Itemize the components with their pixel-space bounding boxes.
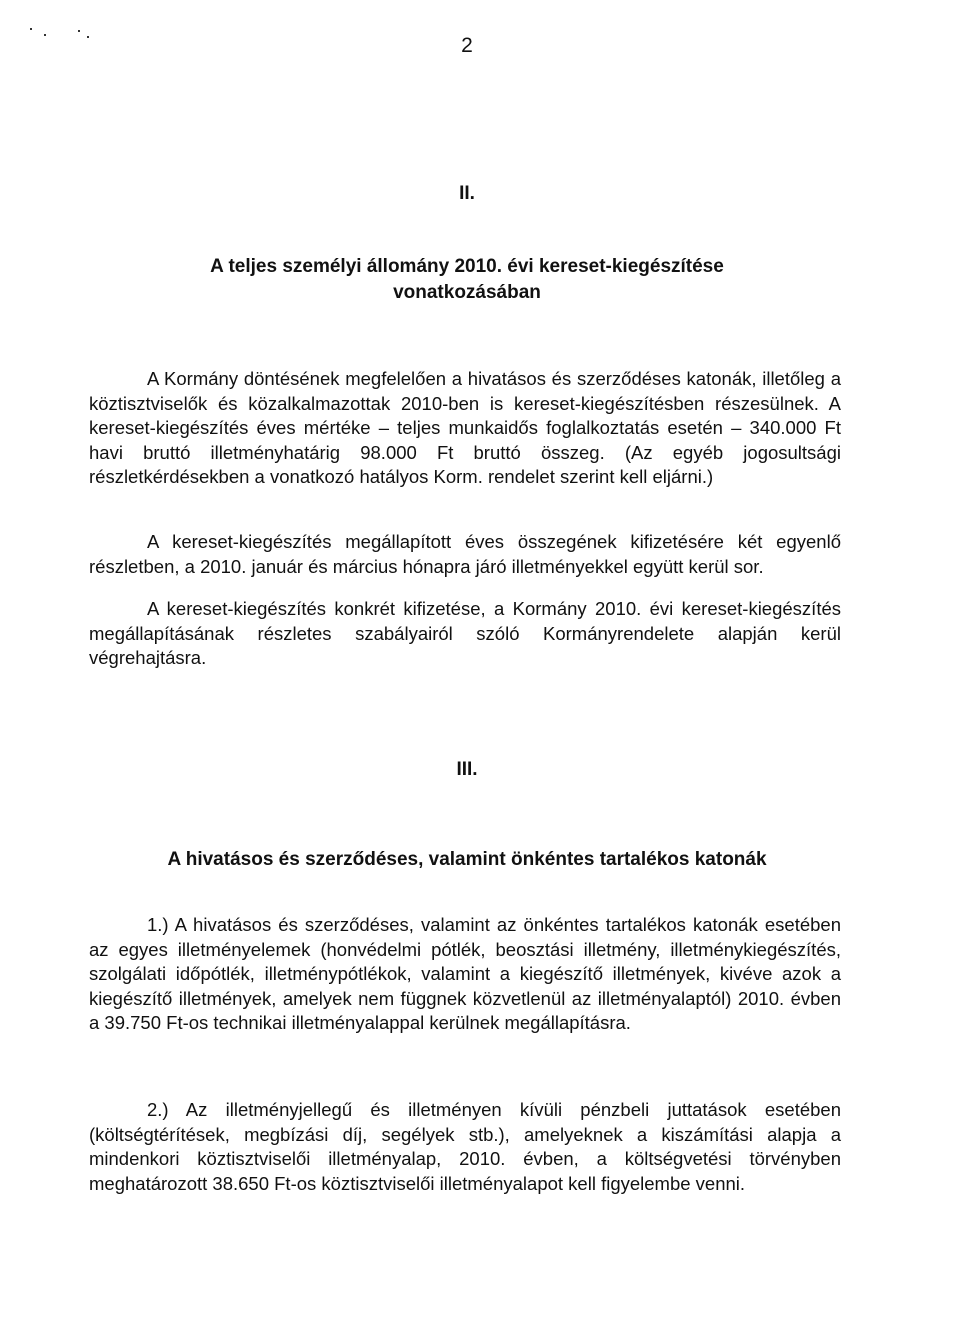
section-2-paragraph-1: A Kormány döntésének megfelelően a hivatásos és szerződéses katonák, illetőleg a köztisztviselők és közalkalmazottak 2010-ben is kereset-kiegészítésben részesülnek. A kereset-kiegészítés éves mértéke – teljes munkaidős foglalkoztatás esetén – 340.000 Ft havi bruttó illetményhatárig 98.000 Ft bruttó összeg. (Az egyéb jogosultsági részletkérdésekben a vonatkozó hatályos Korm. rendelet szerint kell eljárni.)	[89, 368, 841, 487]
scan-speck	[78, 30, 80, 32]
section-3-paragraph-2: 2.) Az illetményjellegű és illetményen kívüli pénzbeli juttatások esetében (költségtérítések, megbízási díj, segélyek stb.), amelyeknek a kiszámítási alapja a mindenkori köztisztviselői illetményalap, 2010. évben, a költségvetési törvényben meghatározott 38.650 Ft-os köztisztviselői illetményalapot kell figyelembe venni.	[89, 1099, 841, 1194]
section-2-paragraph-3: A kereset-kiegészítés konkrét kifizetése, a Kormány 2010. évi kereset-kiegészítés megállapításának részletes szabályairól szóló Kormányrendelete alapján kerül végrehajtásra.	[89, 598, 841, 668]
section-3-numeral: III.	[456, 759, 478, 780]
section-3-title: A hivatásos és szerződéses, valamint önkéntes tartalékos katonák	[167, 849, 767, 870]
section-2-numeral: II.	[459, 183, 475, 204]
scan-speck	[30, 28, 32, 30]
section-2-paragraph-2: A kereset-kiegészítés megállapított éves összegének kifizetésére két egyenlő részletben, a 2010. január és március hónapra járó illetményekkel együtt kerül sor.	[89, 531, 841, 577]
page-number: 2	[461, 34, 473, 57]
section-2-title: A teljes személyi állomány 2010. évi kereset-kiegészítése vonatkozásában	[210, 256, 724, 303]
section-3-paragraph-1: 1.) A hivatásos és szerződéses, valamint az önkéntes tartalékos katonák esetében az egyes illetményelemek (honvédelmi pótlék, beosztási illetmény, illetménykiegészítés, szolgálati időpótlék, illetménypótlékok, valamint a kiegészítő illetmények, kivéve azok a kiegészítő illetmények, amelyek nem függnek közvetlenül az illetményalaptól) 2010. évben a 39.750 Ft-os technikai illetményalappal kerülnek megállapításra.	[89, 914, 841, 1033]
